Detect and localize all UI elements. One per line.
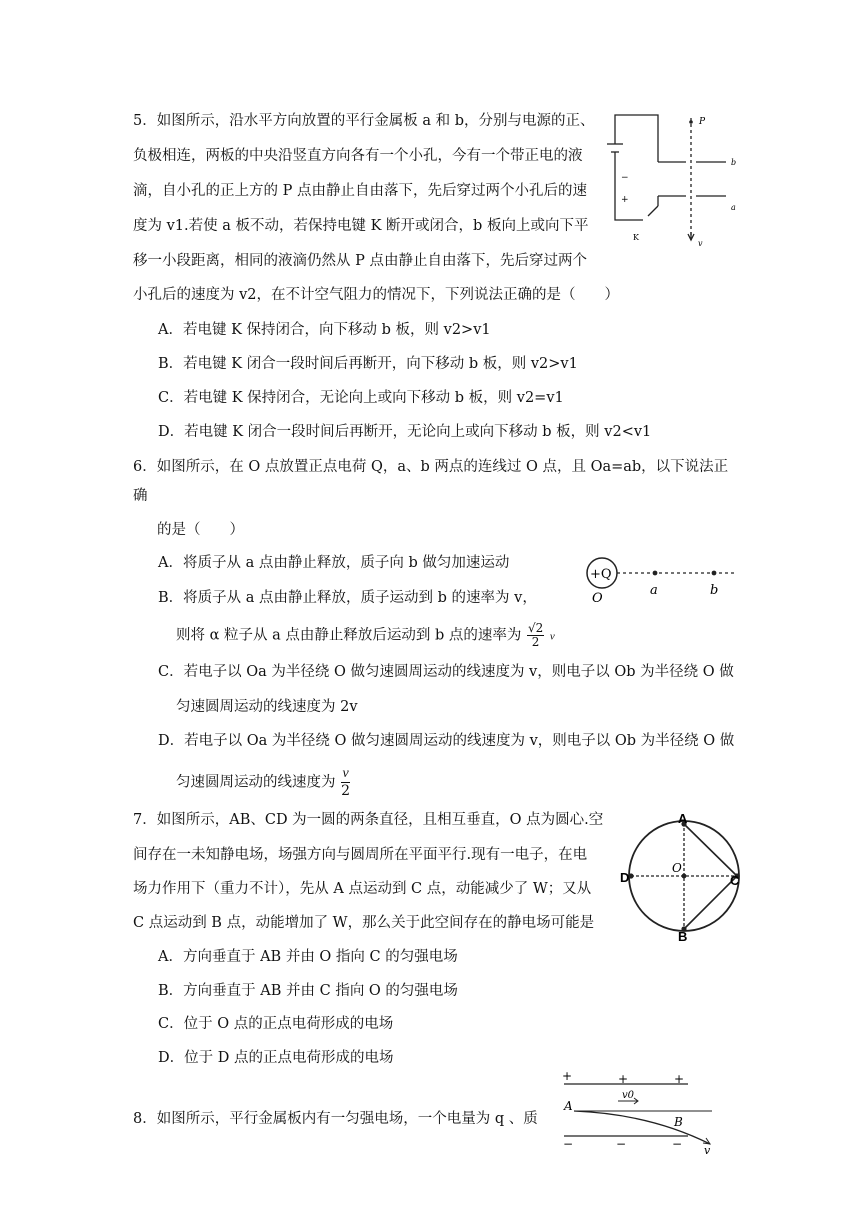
- q6-option-b-text: 则将 α 粒子从 a 点由静止释放后运动到 b 点的速率为: [176, 627, 522, 644]
- q6-option-d-fraction: [341, 766, 350, 799]
- q7-label-b: B: [678, 929, 688, 942]
- q5-line-2: 负极相连，两板的中央沿竖直方向各有一个小孔，今有一个带正电的液: [133, 148, 583, 164]
- q7-option-d: D．位于 D 点的正点电荷形成的电场: [158, 1050, 394, 1066]
- q7-label-a: A: [678, 812, 688, 826]
- q6-label-b: b: [710, 583, 719, 598]
- q6-d-frac-den: 2: [341, 783, 351, 799]
- q8-minus-2: −: [616, 1137, 627, 1151]
- q8-label-v0: v0: [622, 1090, 635, 1101]
- q8-plates-figure: [560, 1070, 720, 1154]
- q8-label-b: B: [674, 1115, 683, 1129]
- q6-line-2: 确: [133, 488, 148, 504]
- q6-point-a: [653, 571, 658, 576]
- q7-label-c: C: [730, 873, 740, 888]
- q8-label-a: A: [564, 1099, 573, 1113]
- q5-point-p: [689, 120, 693, 124]
- q5-line-1: 5．如图所示，沿水平方向放置的平行金属板 a 和 b，分别与电源的正、: [133, 113, 595, 129]
- q5-option-c: C．若电键 K 保持闭合，无论向上或向下移动 b 板，则 v2=v1: [158, 390, 564, 406]
- q5-label-minus: −: [621, 173, 629, 183]
- q7-line-3: 场力作用下（重力不计），先从 A 点运动到 C 点，动能减少了 W；又从: [133, 881, 592, 897]
- q5-label-a: a: [731, 203, 736, 212]
- q6-option-b-line-2: [176, 622, 555, 649]
- q7-label-o: O: [672, 861, 682, 875]
- q7-line-4: C 点运动到 B 点，动能增加了 W，那么关于此空间存在的静电场可能是: [133, 915, 595, 931]
- q6-option-d-text: 匀速圆周运动的线速度为: [176, 774, 336, 791]
- q8-plus-1: +: [562, 1070, 573, 1083]
- q6-line-3: 的是（ ）: [157, 522, 244, 538]
- q5-label-p: P: [699, 117, 706, 127]
- q6-option-d-line-2: [176, 766, 351, 799]
- q8-minus-1: −: [563, 1137, 574, 1151]
- q7-circle-figure: [620, 812, 750, 942]
- q6-option-c-line-1: C．若电子以 Oa 为半径绕 O 做匀速圆周运动的线速度为 v，则电子以 Ob 为半径绕 O 做: [158, 664, 734, 680]
- q6-d-frac-num: v: [342, 766, 349, 781]
- q6-option-a: A．将质子从 a 点由静止释放，质子向 b 做匀加速运动: [158, 555, 510, 571]
- q5-line-6: 小孔后的速度为 v2，在不计空气阻力的情况下，下列说法正确的是（ ）: [133, 287, 620, 303]
- q6-label-a: a: [650, 583, 658, 598]
- q8-minus-3: −: [672, 1137, 683, 1151]
- q6-b-frac-den: 2: [531, 635, 540, 649]
- q5-label-v: v: [698, 239, 703, 248]
- q6-option-b-fraction: [527, 622, 544, 649]
- q5-label-plus: +: [621, 195, 629, 205]
- q5-line-3: 滴，自小孔的正上方的 P 点由静止自由落下，先后穿过两个小孔后的速: [133, 183, 587, 199]
- q6-line-1: 6．如图所示，在 O 点放置正点电荷 Q，a、b 两点的连线过 O 点，且 Oa=ab，以下说法正: [133, 459, 729, 475]
- q6-b-frac-num: √2: [527, 621, 544, 635]
- q5-option-a: A．若电键 K 保持闭合，向下移动 b 板，则 v2>v1: [158, 322, 491, 338]
- q7-label-d: D: [620, 870, 630, 885]
- q6-option-d-line-1: D．若电子以 Oa 为半径绕 O 做匀速圆周运动的线速度为 v，则电子以 Ob 为半径绕 O 做: [158, 733, 735, 749]
- q6-option-c-line-2: 匀速圆周运动的线速度为 2v: [176, 699, 358, 715]
- q7-option-c: C．位于 O 点的正点电荷形成的电场: [158, 1016, 394, 1032]
- q5-label-k: K: [633, 233, 639, 242]
- q5-label-b: b: [731, 158, 737, 167]
- q6-label-q: +Q: [590, 567, 612, 582]
- q7-point-o: [682, 874, 687, 879]
- q8-line-1: 8．如图所示，平行金属板内有一匀强电场，一个电量为 q 、质: [133, 1111, 538, 1127]
- q8-plus-2: +: [618, 1072, 629, 1086]
- q8-label-v: v: [704, 1144, 711, 1154]
- q5-option-b: B．若电键 K 闭合一段时间后再断开，向下移动 b 板，则 v2>v1: [158, 356, 578, 372]
- q8-plus-3: +: [674, 1072, 685, 1086]
- q5-circuit-figure: [600, 110, 750, 250]
- q6-label-o: O: [592, 591, 603, 606]
- q5-line-5: 移一小段距离，相同的液滴仍然从 P 点由静止自由落下，先后穿过两个: [133, 253, 587, 269]
- q5-line-4: 度为 v1.若使 a 板不动，若保持电键 K 断开或闭合，b 板向上或向下平: [133, 218, 589, 234]
- q7-line-1: 7．如图所示，AB、CD 为一圆的两条直径，且相互垂直，O 点为圆心.空: [133, 812, 604, 828]
- q6-point-b: [712, 571, 717, 576]
- q7-line-2: 间存在一未知静电场，场强方向与圆周所在平面平行.现有一电子，在电: [133, 847, 588, 863]
- q7-option-b: B．方向垂直于 AB 并由 C 指向 O 的匀强电场: [158, 983, 458, 999]
- q7-option-a: A．方向垂直于 AB 并由 O 指向 C 的匀强电场: [158, 949, 458, 965]
- q6-option-b-line-1: B．将质子从 a 点由静止释放，质子运动到 b 的速率为 v，: [158, 590, 537, 606]
- q6-charge-figure: [584, 552, 744, 606]
- q6-b-frac-v: v: [549, 630, 555, 643]
- q5-option-d: D．若电键 K 闭合一段时间后再断开，无论向上或向下移动 b 板，则 v2<v1: [158, 424, 652, 440]
